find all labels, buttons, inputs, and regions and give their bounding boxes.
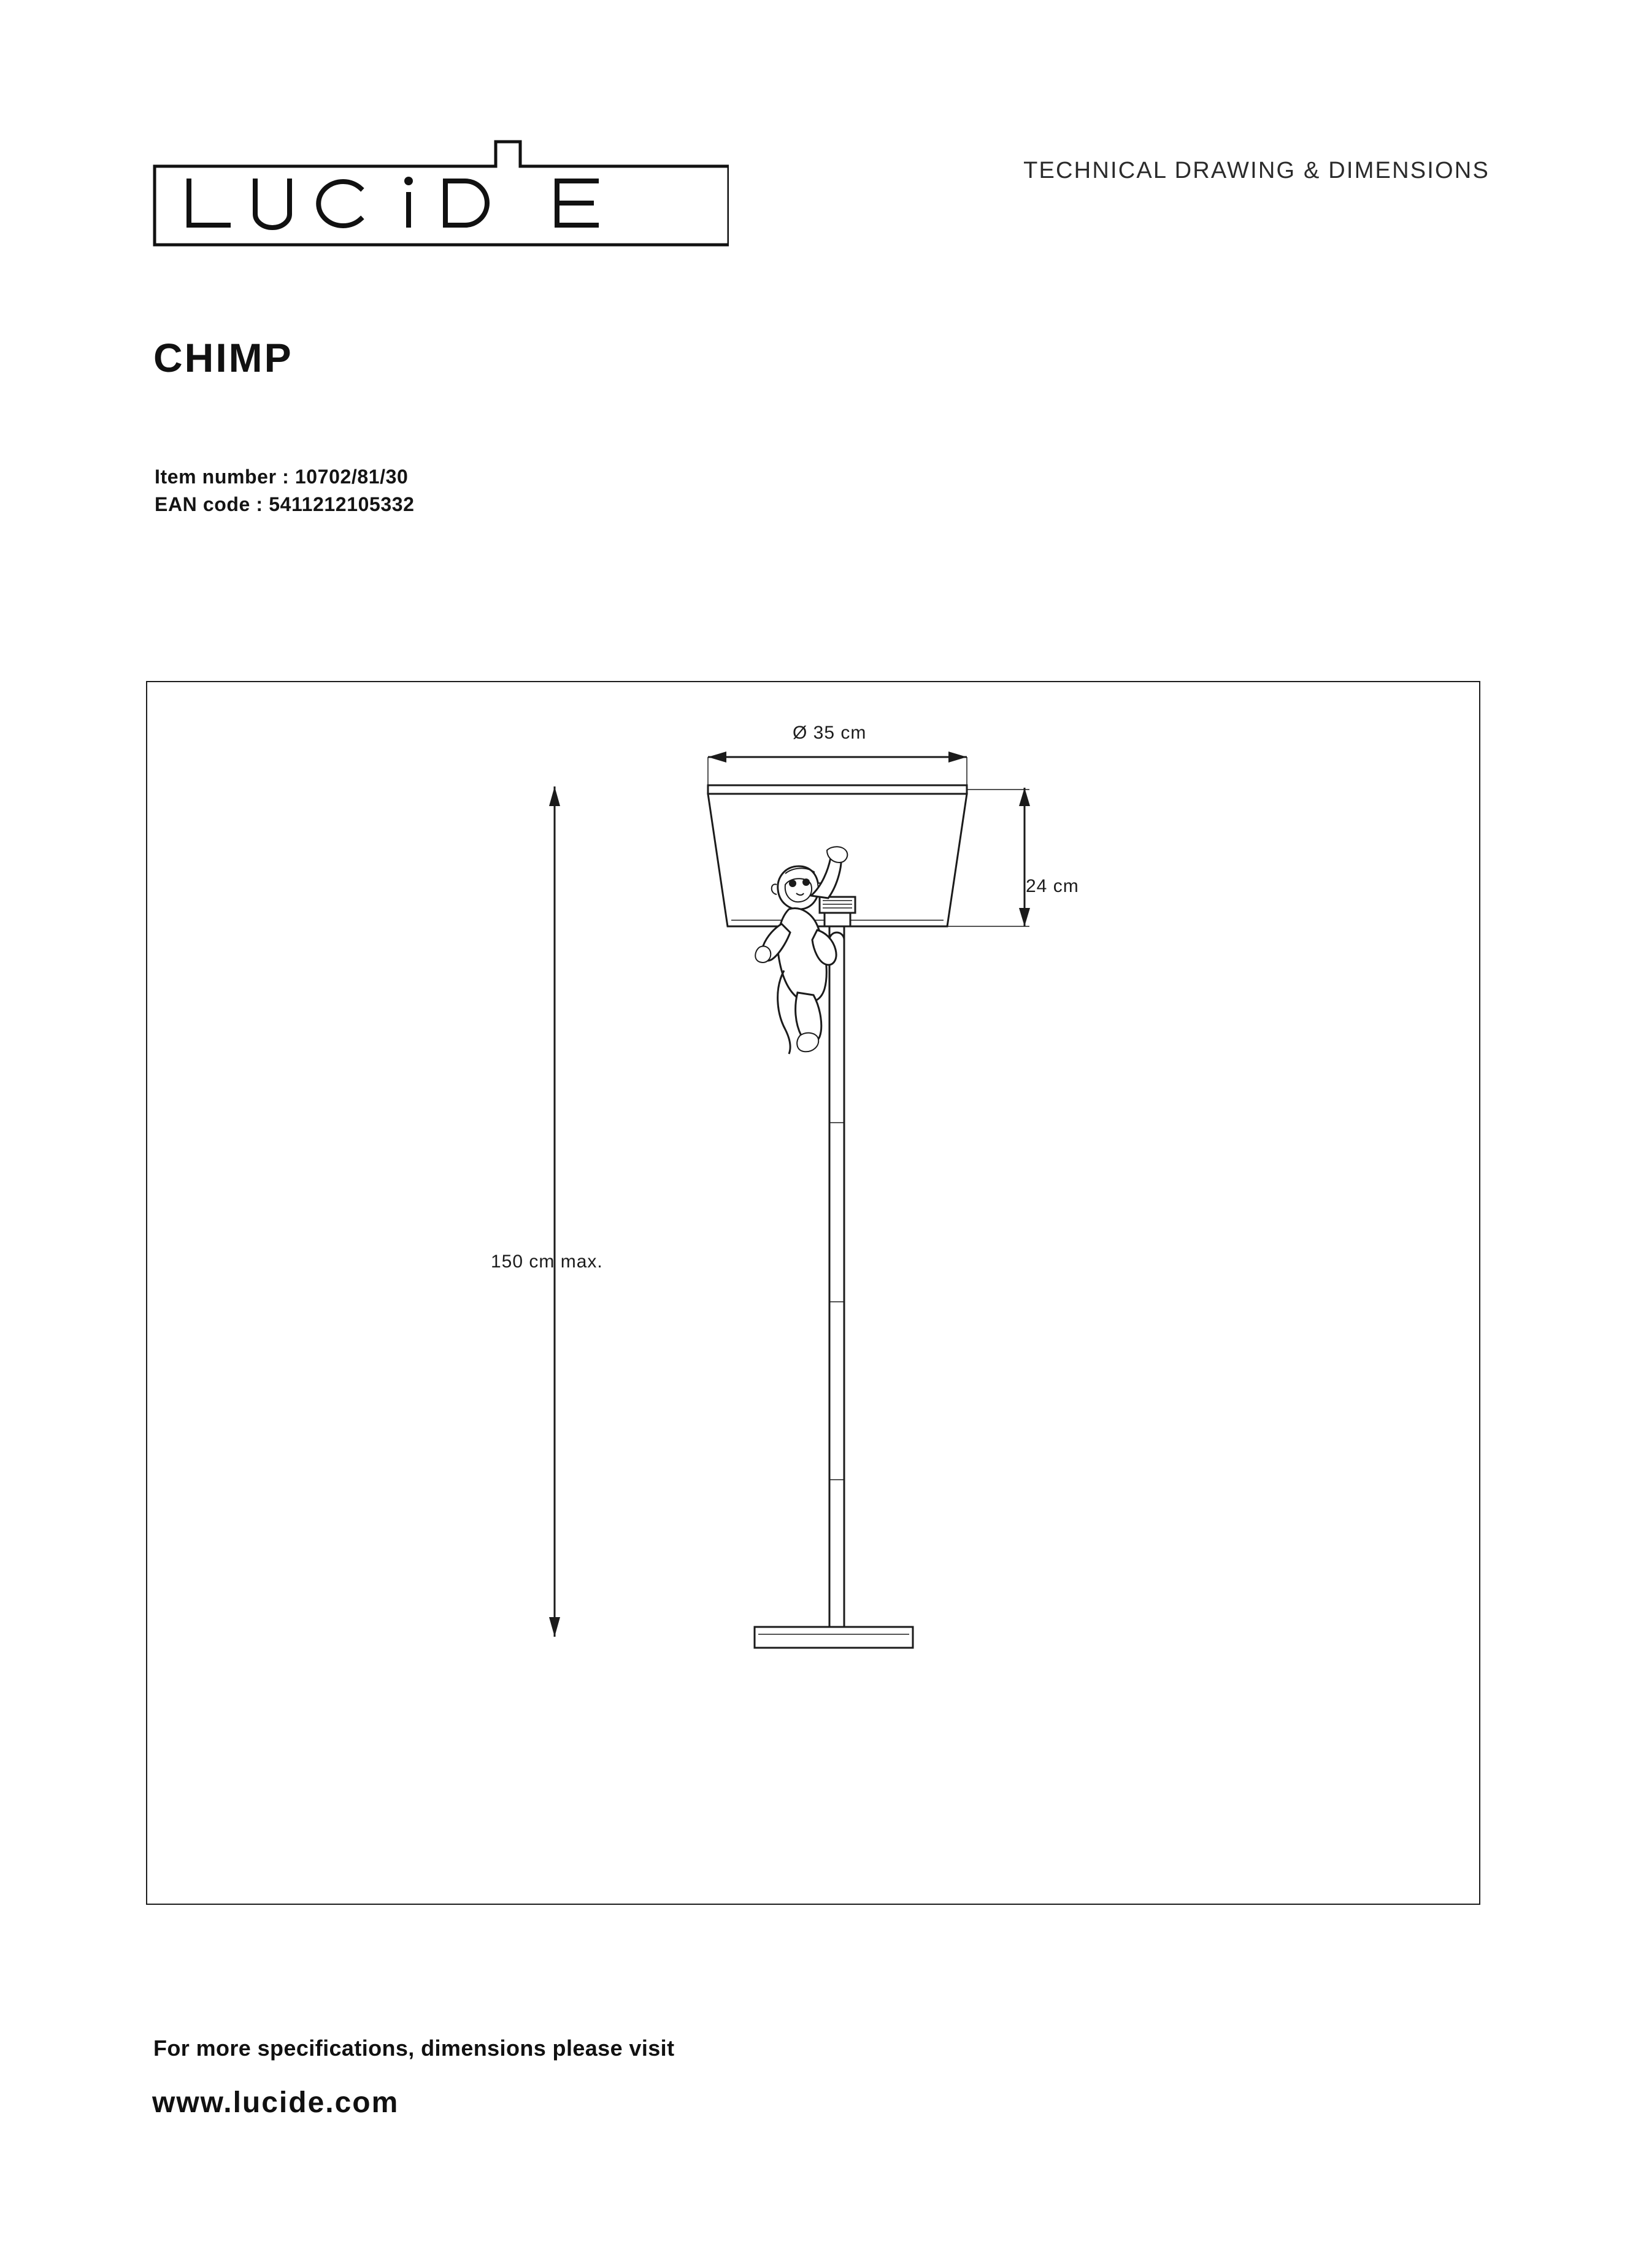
footer-url[interactable]: www.lucide.com: [152, 2086, 399, 2119]
lucide-logo: [152, 138, 729, 248]
technical-drawing-frame: [146, 681, 1480, 1905]
ean-row: [155, 491, 415, 518]
floor-lamp-drawing: [147, 682, 1479, 1904]
ean-label: EAN code :: [155, 493, 269, 516]
item-number-value: 10702/81/30: [294, 466, 409, 488]
footer-note: For more specifications, dimensions please visit: [153, 2035, 675, 2061]
item-number-label: Item number :: [155, 466, 295, 488]
page-header: [152, 138, 1490, 261]
page-title: CHIMP: [153, 335, 293, 380]
product-meta: [155, 463, 415, 519]
dimension-shade-height-label: 24 cm: [1026, 876, 1079, 896]
header-title: TECHNICAL DRAWING & DIMENSIONS: [1023, 158, 1490, 183]
ean-value: 5411212105332: [269, 493, 415, 516]
dimension-diameter-label: Ø 35 cm: [793, 723, 867, 743]
dimension-total-height-label: 150 cm max.: [491, 1251, 603, 1272]
item-number-row: [155, 463, 415, 491]
